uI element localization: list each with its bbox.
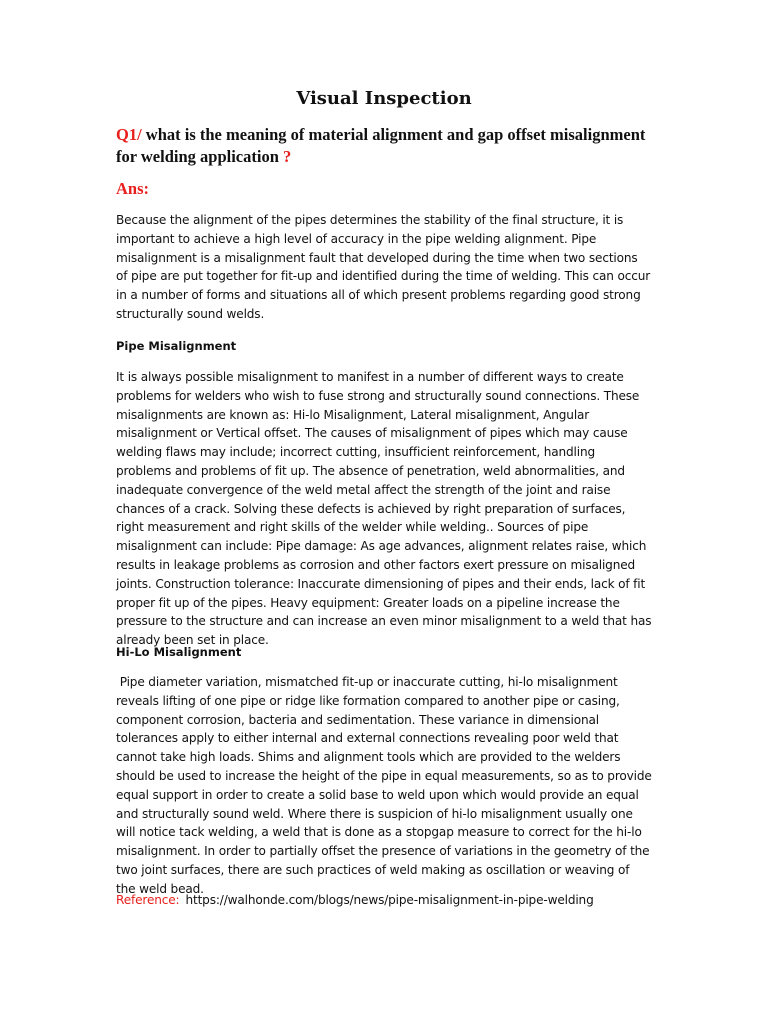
question-mark: ? (283, 146, 292, 166)
question-line (116, 124, 652, 167)
reference-label: Reference: (116, 893, 180, 907)
section-body-hi-lo-misalignment: Pipe diameter variation, mismatched fit-up or inaccurate cutting, hi-lo misalignment reveals lifting of one pipe or ridge like formation compared to another pipe or casing, component corrosion, bacteria and sedimentation. These variance in dimensional tolerances apply to either internal and external connections revealing poor weld that cannot take high loads. Shims and alignment tools which are provided to the welders should be used to increase the height of the pipe in equal measurements, so as to provide equal support in order to create a solid base to weld upon which would provide an equal and structurally sound weld. Where there is suspicion of hi-lo misalignment usually one will notice tack welding, a weld that is done as a stopgap measure to correct for the hi-lo misalignment. In order to partially offset the presence of variations in the geometry of the two joint surfaces, there are such practices of weld making as oscillation or weaving of the weld bead. (116, 675, 656, 896)
question-number: Q1/ (116, 125, 142, 144)
section-heading-pipe-misalignment: Pipe Misalignment (116, 339, 237, 353)
intro-paragraph: Because the alignment of the pipes determines the stability of the final structure, it is important to achieve a high level of accuracy in the pipe welding alignment. Pipe misalignment is a misalignment fault that developed during the time when two sections of pipe are put together for fit-up and identified during the time of welding. This can occur in a number of forms and situations all of which present problems regarding good strong structurally sound welds. (116, 213, 651, 321)
reference-line (116, 891, 652, 910)
question-text: what is the meaning of material alignment and gap offset misalignment for welding application (116, 125, 646, 166)
section-body-pipe-misalignment: It is always possible misalignment to manifest in a number of different ways to create problems for welders who wish to fuse strong and structurally sound connections. These misalignments are known as: Hi-lo Misalignment, Lateral misalignment, Angular misalignment or Vertical offset. The causes of misalignment of pipes which may cause welding flaws may include; incorrect cutting, insufficient reinforcement, handling problems and problems of fit up. The absence of penetration, weld abnormalities, and inadequate convergence of the weld metal affect the strength of the joint and raise chances of a crack. Solving these defects is achieved by right preparation of surfaces, right measurement and right skills of the welder while welding.. Sources of pipe misalignment can include: Pipe damage: As age advances, alignment relates raise, which results in leakage problems as corrosion and other factors exert pressure on misaligned joints. Construction tolerance: Inaccurate dimensioning of pipes and their ends, lack of fit proper fit up of the pipes. Heavy equipment: Greater loads on a pipeline increase the pressure to the structure and can increase an even minor misalignment to a weld that has already been set in place. (116, 370, 652, 648)
answer-label: Ans: (116, 179, 150, 198)
section-heading-hi-lo-misalignment: Hi-Lo Misalignment (116, 645, 242, 659)
reference-url[interactable]: https://walhonde.com/blogs/news/pipe-misalignment-in-pipe-welding (185, 893, 594, 907)
document-title: Visual Inspection (296, 88, 472, 109)
